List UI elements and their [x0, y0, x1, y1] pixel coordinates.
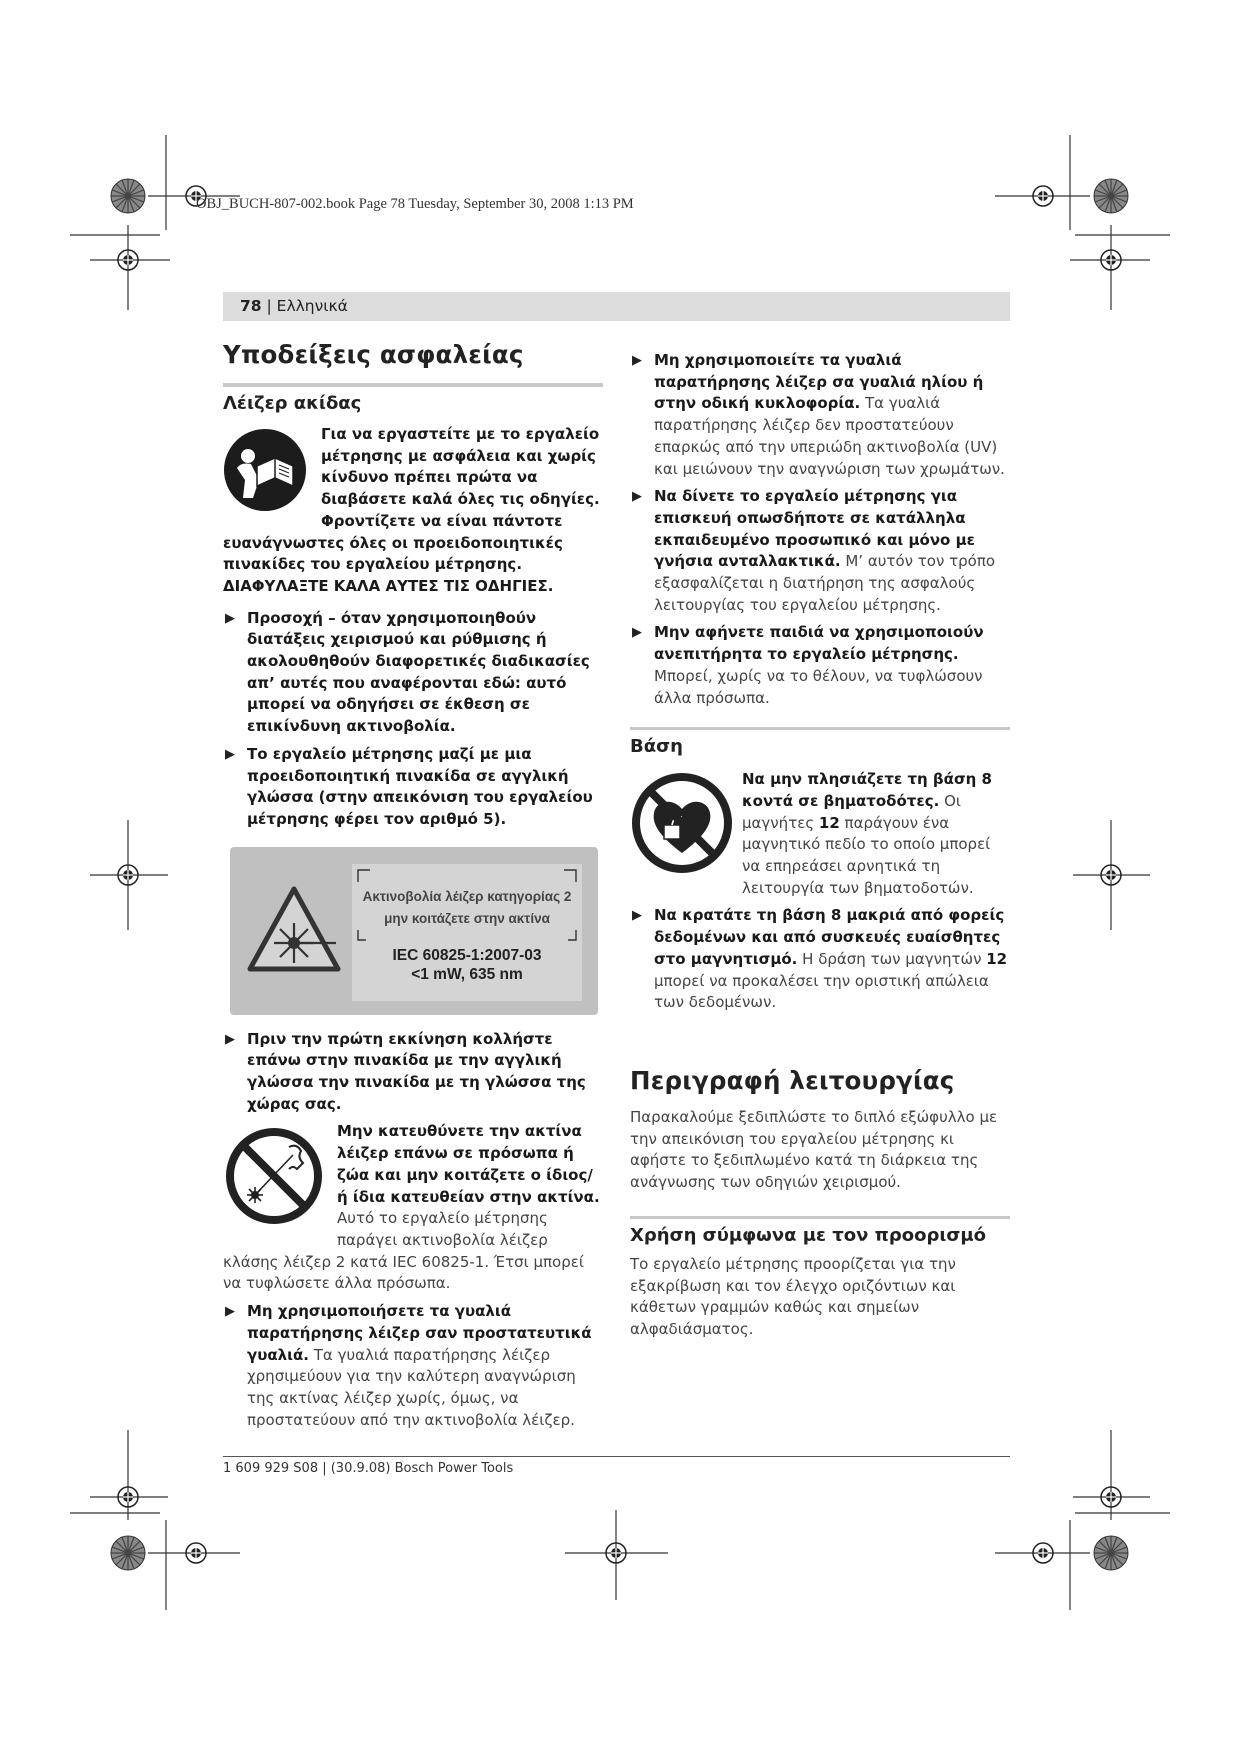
intended-use-text: Το εργαλείο μέτρησης προορίζεται για την εξακρίβωση και τον έλεγχο οριζόντιων και κάθετων γραμμών καθώς και σημείων αλφαδιάσματος. — [630, 1254, 956, 1338]
bullet-text-normal: Τα γυαλιά παρατήρησης λέιζερ δεν προστατεύουν επαρκώς από την υπεριώδη ακτινοβολία (UV) και μειώνουν την αναγνώριση των χρωμάτων. — [654, 394, 1005, 478]
bullet-text-normal-1: Η δράση των μαγνητών — [797, 949, 987, 968]
bullet-text-bold: Να δίνετε το εργαλείο μέτρησης για επισκευή οπωσδήποτε σε κατάλληλα εκπαιδευμένο προσωπικό και μόνο με γνήσια ανταλλακτικά. — [654, 487, 975, 571]
pacemaker-text-part2: παράγουν ένα μαγνητικό πεδίο το οποίο μπορεί να επηρεάσει αρνητικά τη λειτουργία των βηματοδοτών. — [742, 813, 991, 897]
page-number: 78 — [240, 297, 262, 315]
label-line-class: Ακτινοβολία λέιζερ κατηγορίας 2 — [362, 888, 572, 904]
beam-warning-block — [223, 1121, 603, 1295]
intro-block — [223, 424, 603, 598]
footer-rule — [223, 1456, 1010, 1457]
bullet-triangle-icon: ▶ — [225, 610, 235, 626]
bullet-text: Πριν την πρώτη εκκίνηση κολλήστε επάνω στην πινακίδα με την αγγλική γλώσσα την πινακίδα με τη γλώσσα της χώρας σας. — [247, 1029, 586, 1113]
bullet-item — [630, 622, 1010, 709]
no-laser-at-face-icon — [223, 1125, 325, 1227]
printer-info-line: OBJ_BUCH-807-002.book Page 78 Tuesday, September 30, 2008 1:13 PM — [196, 196, 634, 212]
bullet-text-normal: Μπορεί, χωρίς να το θέλουν, να τυφλώσουν άλλα πρόσωπα. — [654, 666, 983, 707]
section-rule — [630, 1216, 1010, 1219]
left-column — [223, 340, 603, 1437]
bullet-item — [223, 608, 603, 738]
label-line-standard: IEC 60825-1:2007-03 — [392, 946, 542, 964]
bullet-text-bold: Μην αφήνετε παιδιά να χρησιμοποιούν ανεπιτήρητα το εργαλείο μέτρησης. — [654, 623, 984, 664]
laser-warning-label — [230, 847, 598, 1015]
bullet-triangle-icon: ▶ — [225, 746, 235, 762]
right-column — [630, 350, 1010, 1341]
magnet-number: 12 — [986, 949, 1008, 968]
page-header — [240, 297, 348, 315]
label-line-power: <1 mW, 635 nm — [411, 965, 523, 983]
bullet-text-bold: Να κρατάτε τη βάση 8 μακριά από φορείς δεδομένων και από συσκευές ευαίσθητες στο μαγνητισμό. — [654, 906, 1005, 968]
header-language: Ελληνικά — [276, 297, 348, 315]
bullet-text: Προσοχή – όταν χρησιμοποιηθούν διατάξεις χειρισμού και ρύθμισης ή ακολουθηθούν διαφορετικές διαδικασίες απ’ αυτές που αναφέρονται εδώ: αυτό μπορεί να οδηγήσει σε έκθεση σε επικίνδυνη ακτινοβολία. — [247, 608, 590, 736]
bullet-text-normal: Μ’ αυτόν τον τρόπο εξασφαλίζεται η διατήρηση της ασφαλούς λειτουργίας του εργαλείου μέτρησης. — [654, 552, 996, 614]
subsection-laser-pointer: Λέιζερ ακίδας — [223, 393, 362, 414]
bullet-item — [223, 744, 603, 831]
bullet-triangle-icon: ▶ — [632, 908, 642, 924]
bullet-text-bold: Μη χρησιμοποιείτε τα γυαλιά παρατήρησης λέιζερ σα γυαλιά ηλίου ή στην οδική κυκλοφορία. — [654, 351, 984, 413]
bullet-item — [630, 486, 1010, 616]
read-manual-icon — [223, 428, 307, 512]
bullet-item — [223, 1301, 603, 1431]
label-line-warning: μην κοιτάζετε στην ακτίνα — [384, 910, 550, 926]
magnet-number: 12 — [818, 813, 840, 832]
bullet-triangle-icon: ▶ — [632, 489, 642, 505]
bullet-text-bold: Μη χρησιμοποιήσετε τα γυαλιά παρατήρησης λέιζερ σαν προστατευτικά γυαλιά. — [247, 1302, 592, 1364]
bullet-item — [223, 1029, 603, 1116]
section-rule — [630, 727, 1010, 730]
bullet-text-normal: Τα γυαλιά παρατήρησης λέιζερ χρησιμεύουν για την καλύτερη αναγνώριση της ακτίνας λέιζερ χωρίς, όμως, να προστατεύουν από την ακτινοβολία λέιζερ. — [247, 1345, 576, 1429]
header-separator: | — [261, 297, 277, 315]
title-rule — [223, 383, 603, 387]
bullet-triangle-icon: ▶ — [632, 353, 642, 368]
bullet-text: Το εργαλείο μέτρησης μαζί με μια προειδοποιητική πινακίδα σε αγγλική γλώσσα (στην απεικόνιση του εργαλείου μέτρησης φέρει τον αριθμό 5). — [247, 744, 593, 828]
bullet-item — [630, 905, 1010, 1014]
function-description: Παρακαλούμε ξεδιπλώστε το διπλό εξώφυλλο με την απεικόνιση του εργαλείου μέτρησης κι αφήστε το ξεδιπλωμένο κατά τη διάρκεια της ανάγνωσης των οδηγιών χειρισμού. — [630, 1107, 998, 1192]
pacemaker-text-part1: Οι μαγνήτες — [742, 791, 961, 832]
subsection-intended-use: Χρήση σύμφωνα με τον προορισμό — [630, 1224, 987, 1246]
bullet-item — [630, 350, 1010, 480]
beam-warning-normal: Αυτό το εργαλείο μέτρησης παράγει ακτινοβολία λέιζερ κλάσης λέιζερ 2 κατά IEC 60825-1. Έτσι μπορεί να τυφλώσετε άλλα πρόσωπα. — [223, 1209, 584, 1293]
bullet-triangle-icon: ▶ — [225, 1031, 235, 1047]
bullet-triangle-icon: ▶ — [225, 1304, 235, 1320]
beam-warning-bold: Μην κατευθύνετε την ακτίνα λέιζερ επάνω σε πρόσωπα ή ζώα και μην κοιτάζετε ο ίδιος/ή ίδια κατευθείαν στην ακτίνα. — [337, 1122, 600, 1206]
pacemaker-warning-bold: Να μην πλησιάζετε τη βάση 8 κοντά σε βηματοδότες. — [742, 770, 992, 810]
intro-text: Για να εργαστείτε με το εργαλείο μέτρησης με ασφάλεια και χωρίς κίνδυνο πρέπει πρώτα να διαβάσετε καλά όλες τις οδηγίες. Φροντίζετε να είναι πάντοτε ευανάγνωστες όλες οι προειδοποιητικές πινακίδες του εργαλείου μέτρησης. ΔΙΑΦΥΛΑΞΤΕ ΚΑΛΑ ΑΥΤΕΣ ΤΙΣ ΟΔΗΓΙΕΣ. — [223, 425, 600, 595]
laser-warning-icon — [244, 881, 344, 981]
page-footer: 1 609 929 S08 | (30.9.08) Bosch Power Tools — [223, 1461, 514, 1476]
pacemaker-warning-block — [630, 769, 1010, 899]
bullet-text-normal-2: μπορεί να προκαλέσει την οριστική απώλεια των δεδομένων. — [654, 971, 989, 1012]
section-title-function: Περιγραφή λειτουργίας — [630, 1065, 955, 1095]
bullet-triangle-icon: ▶ — [632, 625, 642, 641]
no-pacemaker-icon — [630, 771, 734, 875]
subsection-base: Βάση — [630, 736, 683, 758]
section-title-safety: Υποδείξεις ασφαλείας — [223, 340, 524, 369]
